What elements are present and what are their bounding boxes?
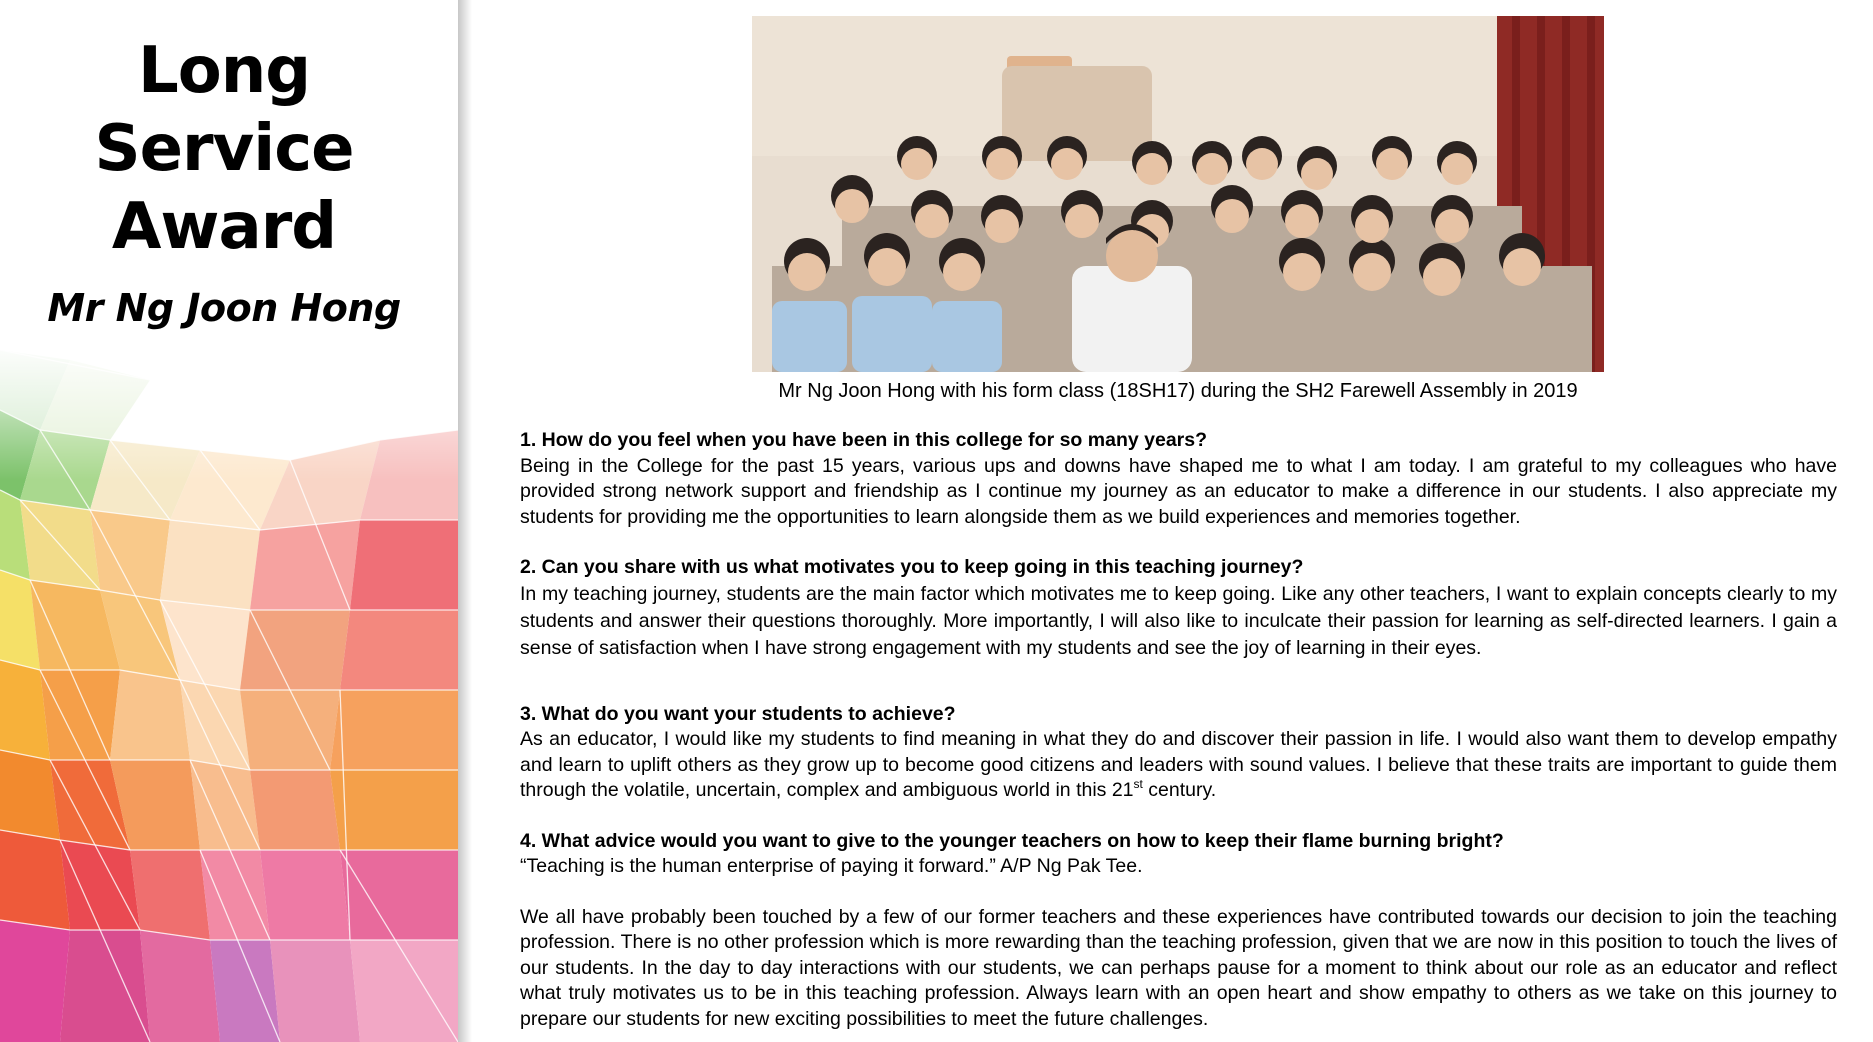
qa-item-1 [520,428,1837,530]
teacher-name: Mr Ng Joon Hong [47,286,401,330]
answer-3-text: As an educator, I would like my students to find meaning in what they do and discover their passion in life. I would also want them to develop empathy and learn to uplift others as they grow up to become good citizens and leaders with sound values. I believe that these traits are important to guide them through the volatile, uncertain, complex and ambiguous world in this 21 [520,728,1837,801]
class-photo [752,16,1604,372]
question-4: 4. What advice would you want to give to the younger teachers on how to keep their flame burning bright? [520,829,1504,852]
answer-2: In my teaching journey, students are the main factor which motivates me to keep going. Like any other teachers, I want to explain concepts clearly to my students and answer their questions thoroughly. More importantly, I will also like to inculcate their passion for learning as self-directed learners. I gain a sense of satisfaction when I have strong engagement with my students and see the joy of learning in their eyes. [520,582,1837,659]
award-title [0,32,448,266]
qa-item-3 [520,702,1837,804]
award-title-line1: Long Service [94,34,354,186]
question-3: 3. What do you want your students to achieve? [520,702,956,725]
class-photo-illustration [752,16,1604,372]
qa-item-4 [520,829,1837,1033]
photo-caption: Mr Ng Joon Hong with his form class (18SH17) during the SH2 Farewell Assembly in 2019 [778,380,1578,402]
qa-item-2 [520,555,1837,662]
answer-3-superscript: st [1133,777,1143,791]
qa-content [520,428,1837,1032]
answer-4-paragraph: We all have probably been touched by a few of our former teachers and these experiences have contributed towards our decision to join the teaching profession. There is no other profession which is more rewarding than the teaching profession, given that we are now in this position to touch the lives of our students. In the day to day interactions with our students, we can perhaps pause for a moment to think about our role as an educator and reflect what truly motivates us to be in this teaching profession. Always learn with an open heart and show empathy to others as we take on this journey to prepare our students for new exciting possibilities to meet the future challenges. [520,905,1837,1030]
answer-1: Being in the College for the past 15 years, various ups and downs have shaped me to what I am today. I am grateful to my colleagues who have provided strong network support and friendship as I continue my journey as an educator to make a difference in our students. I also appreciate my students for providing me the opportunities to learn alongside them as we build experiences and memories together. [520,454,1837,528]
sidebar-panel [0,0,458,1042]
question-2: 2. Can you share with us what motivates you to keep going in this teaching journey? [520,556,1304,578]
answer-3 [520,727,1837,804]
answer-4-quote: “Teaching is the human enterprise of paying it forward.” A/P Ng Pak Tee. [520,855,1143,877]
answer-3-tail: century. [1142,779,1217,801]
sidebar-shadow [458,0,472,1042]
award-title-line2: Award [111,190,337,264]
question-1: 1. How do you feel when you have been in this college for so many years? [520,429,1208,451]
sidebar-fade [0,340,458,480]
